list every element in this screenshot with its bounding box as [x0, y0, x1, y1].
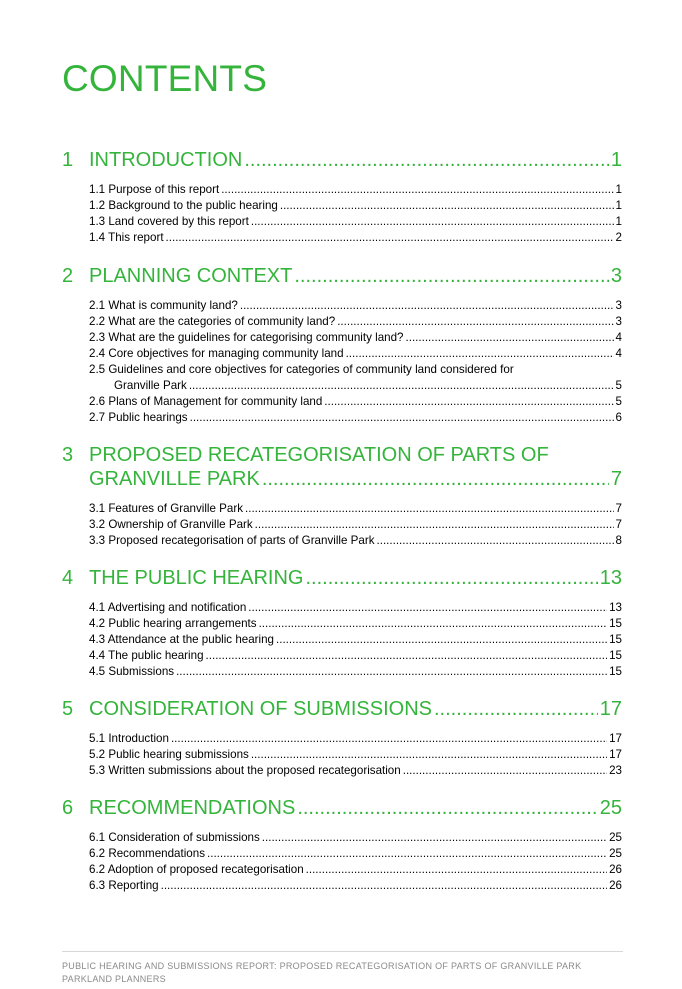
entry-label: 2.7 Public hearings — [89, 411, 188, 424]
toc-entry[interactable] — [89, 600, 622, 616]
section-page: 25 — [599, 797, 622, 819]
dot-leader — [244, 148, 609, 172]
entry-page: 3 — [615, 315, 622, 328]
entry-label: 2.2 What are the categories of community land? — [89, 315, 336, 328]
dot-leader — [434, 697, 598, 721]
toc-entry[interactable] — [89, 648, 622, 664]
entry-page: 1 — [615, 199, 622, 212]
entry-label: 2.5 Guidelines and core objectives for categories of community land considered for — [89, 363, 514, 376]
section-page: 13 — [599, 567, 622, 589]
section-number: 3 — [62, 444, 74, 466]
page-footer — [62, 960, 623, 986]
toc-entry[interactable] — [89, 182, 622, 198]
entry-label: 6.2 Adoption of proposed recategorisation — [89, 863, 304, 876]
dot-leader — [221, 182, 613, 198]
entry-page: 1 — [615, 215, 622, 228]
entry-page: 15 — [609, 617, 622, 630]
section-number: 1 — [62, 149, 74, 171]
entry-label: 4.5 Submissions — [89, 665, 175, 678]
toc-section-5 — [62, 697, 622, 779]
dot-leader — [305, 566, 597, 590]
dot-leader — [161, 878, 607, 894]
section-title: PLANNING CONTEXT — [89, 265, 293, 287]
dot-leader — [262, 467, 609, 491]
section-number: 2 — [62, 265, 74, 287]
section-number: 4 — [62, 567, 74, 589]
toc-entry[interactable] — [89, 394, 622, 410]
toc-entry[interactable] — [89, 410, 622, 426]
dot-leader — [403, 763, 607, 779]
entry-page: 5 — [615, 395, 622, 408]
section-page: 1 — [610, 149, 622, 171]
entry-label: 5.1 Introduction — [89, 732, 169, 745]
section-title: PROPOSED RECATEGORISATION OF PARTS OF — [89, 444, 549, 466]
toc-entry[interactable] — [89, 632, 622, 648]
toc-heading[interactable] — [62, 697, 622, 721]
entry-label: 3.1 Features of Granville Park — [89, 502, 244, 515]
dot-leader — [171, 731, 607, 747]
dot-leader — [259, 616, 608, 632]
toc-entry[interactable] — [89, 517, 622, 533]
entry-label: 1.4 This report — [89, 231, 164, 244]
entry-page: 8 — [615, 534, 622, 547]
dot-leader — [294, 264, 609, 288]
toc-entry[interactable] — [89, 330, 622, 346]
entry-page: 6 — [615, 411, 622, 424]
toc-entry[interactable] — [89, 346, 622, 362]
entry-label: 2.6 Plans of Management for community land — [89, 395, 323, 408]
toc-section-2 — [62, 264, 622, 426]
entry-page: 7 — [615, 502, 622, 515]
toc-heading[interactable] — [62, 443, 622, 491]
dot-leader — [189, 378, 614, 394]
toc-entry[interactable] — [89, 731, 622, 747]
entry-label: 2.1 What is community land? — [89, 299, 238, 312]
entry-page: 17 — [609, 748, 622, 761]
toc-heading[interactable] — [62, 796, 622, 820]
toc-section-4 — [62, 566, 622, 680]
toc-entry[interactable] — [89, 533, 622, 549]
entry-label: 6.3 Reporting — [89, 879, 159, 892]
dot-leader — [324, 394, 613, 410]
section-number: 5 — [62, 698, 74, 720]
dot-leader — [262, 830, 607, 846]
footer-divider — [62, 951, 623, 952]
section-title: THE PUBLIC HEARING — [89, 567, 304, 589]
section-title: INTRODUCTION — [89, 149, 243, 171]
entry-page: 13 — [609, 601, 622, 614]
entry-page: 2 — [615, 231, 622, 244]
page-title: CONTENTS — [62, 58, 268, 99]
entry-page: 17 — [609, 732, 622, 745]
dot-leader — [306, 862, 607, 878]
toc-entry[interactable] — [89, 616, 622, 632]
entry-page: 23 — [609, 764, 622, 777]
toc-entry[interactable] — [89, 830, 622, 846]
entry-page: 25 — [609, 831, 622, 844]
entry-page: 15 — [609, 633, 622, 646]
entry-page: 3 — [615, 299, 622, 312]
dot-leader — [166, 230, 614, 246]
entry-label: 2.4 Core objectives for managing community land — [89, 347, 344, 360]
entry-page: 7 — [615, 518, 622, 531]
dot-leader — [207, 846, 607, 862]
section-page: 3 — [610, 265, 622, 287]
toc-entry[interactable] — [89, 846, 622, 862]
entry-label-continued — [89, 378, 622, 394]
toc-entry[interactable] — [89, 501, 622, 517]
section-title: RECOMMENDATIONS — [89, 797, 296, 819]
entry-page: 15 — [609, 649, 622, 662]
entry-label: 1.1 Purpose of this report — [89, 183, 220, 196]
toc-entry[interactable] — [89, 362, 622, 394]
section-page: 7 — [610, 468, 622, 490]
entry-page: 4 — [615, 347, 622, 360]
toc-entry[interactable] — [89, 878, 622, 894]
entry-label: 3.3 Proposed recategorisation of parts of Granville Park — [89, 534, 375, 547]
entry-page: 26 — [609, 863, 622, 876]
toc-section-3 — [62, 443, 622, 549]
entry-label: 5.2 Public hearing submissions — [89, 748, 249, 761]
toc-entry[interactable] — [89, 214, 622, 230]
dot-leader — [251, 214, 614, 230]
toc-entry[interactable] — [89, 314, 622, 330]
dot-leader — [280, 198, 614, 214]
toc-entry[interactable] — [89, 298, 622, 314]
toc-heading[interactable] — [62, 566, 622, 590]
entry-label: 4.4 The public hearing — [89, 649, 204, 662]
entry-label: 4.3 Attendance at the public hearing — [89, 633, 274, 646]
toc-entry[interactable] — [89, 747, 622, 763]
dot-leader — [240, 298, 614, 314]
toc-heading[interactable] — [62, 148, 622, 172]
footer-report-title: PUBLIC HEARING AND SUBMISSIONS REPORT: PROPOSED RECATEGORISATION OF PARTS OF GRANVILLE PARK — [62, 961, 582, 971]
dot-leader — [248, 600, 607, 616]
entry-label-line2: Granville Park — [114, 379, 187, 392]
section-number: 6 — [62, 797, 74, 819]
dot-leader — [346, 346, 614, 362]
entry-page: 26 — [609, 879, 622, 892]
footer-author: PARKLAND PLANNERS — [62, 974, 166, 984]
entry-page: 1 — [615, 183, 622, 196]
section-title: CONSIDERATION OF SUBMISSIONS — [89, 698, 432, 720]
dot-leader — [245, 501, 614, 517]
dot-leader — [276, 632, 607, 648]
entry-page: 15 — [609, 665, 622, 678]
dot-leader — [176, 664, 607, 680]
toc-entry[interactable] — [89, 198, 622, 214]
entry-page: 4 — [615, 331, 622, 344]
entry-label: 1.3 Land covered by this report — [89, 215, 249, 228]
entry-label: 3.2 Ownership of Granville Park — [89, 518, 253, 531]
dot-leader — [337, 314, 613, 330]
toc-entry[interactable] — [89, 230, 622, 246]
dot-leader — [377, 533, 614, 549]
entry-page: 5 — [615, 379, 622, 392]
toc-section-1 — [62, 148, 622, 246]
section-page: 17 — [599, 698, 622, 720]
entry-label: 4.1 Advertising and notification — [89, 601, 247, 614]
entry-label: 4.2 Public hearing arrangements — [89, 617, 257, 630]
entry-label: 6.2 Recommendations — [89, 847, 205, 860]
section-title-line2: GRANVILLE PARK — [89, 468, 260, 490]
dot-leader — [251, 747, 607, 763]
toc-section-6 — [62, 796, 622, 894]
dot-leader — [206, 648, 608, 664]
toc-entry[interactable] — [89, 763, 622, 779]
entry-label: 2.3 What are the guidelines for categorising community land? — [89, 331, 404, 344]
toc-entry[interactable] — [89, 862, 622, 878]
entry-label: 1.2 Background to the public hearing — [89, 199, 278, 212]
dot-leader — [190, 410, 614, 426]
dot-leader — [406, 330, 614, 346]
dot-leader — [297, 796, 597, 820]
toc-entry[interactable] — [89, 664, 622, 680]
entry-page: 25 — [609, 847, 622, 860]
entry-label: 5.3 Written submissions about the proposed recategorisation — [89, 764, 401, 777]
entry-label: 6.1 Consideration of submissions — [89, 831, 260, 844]
dot-leader — [255, 517, 614, 533]
toc-heading[interactable] — [62, 264, 622, 288]
